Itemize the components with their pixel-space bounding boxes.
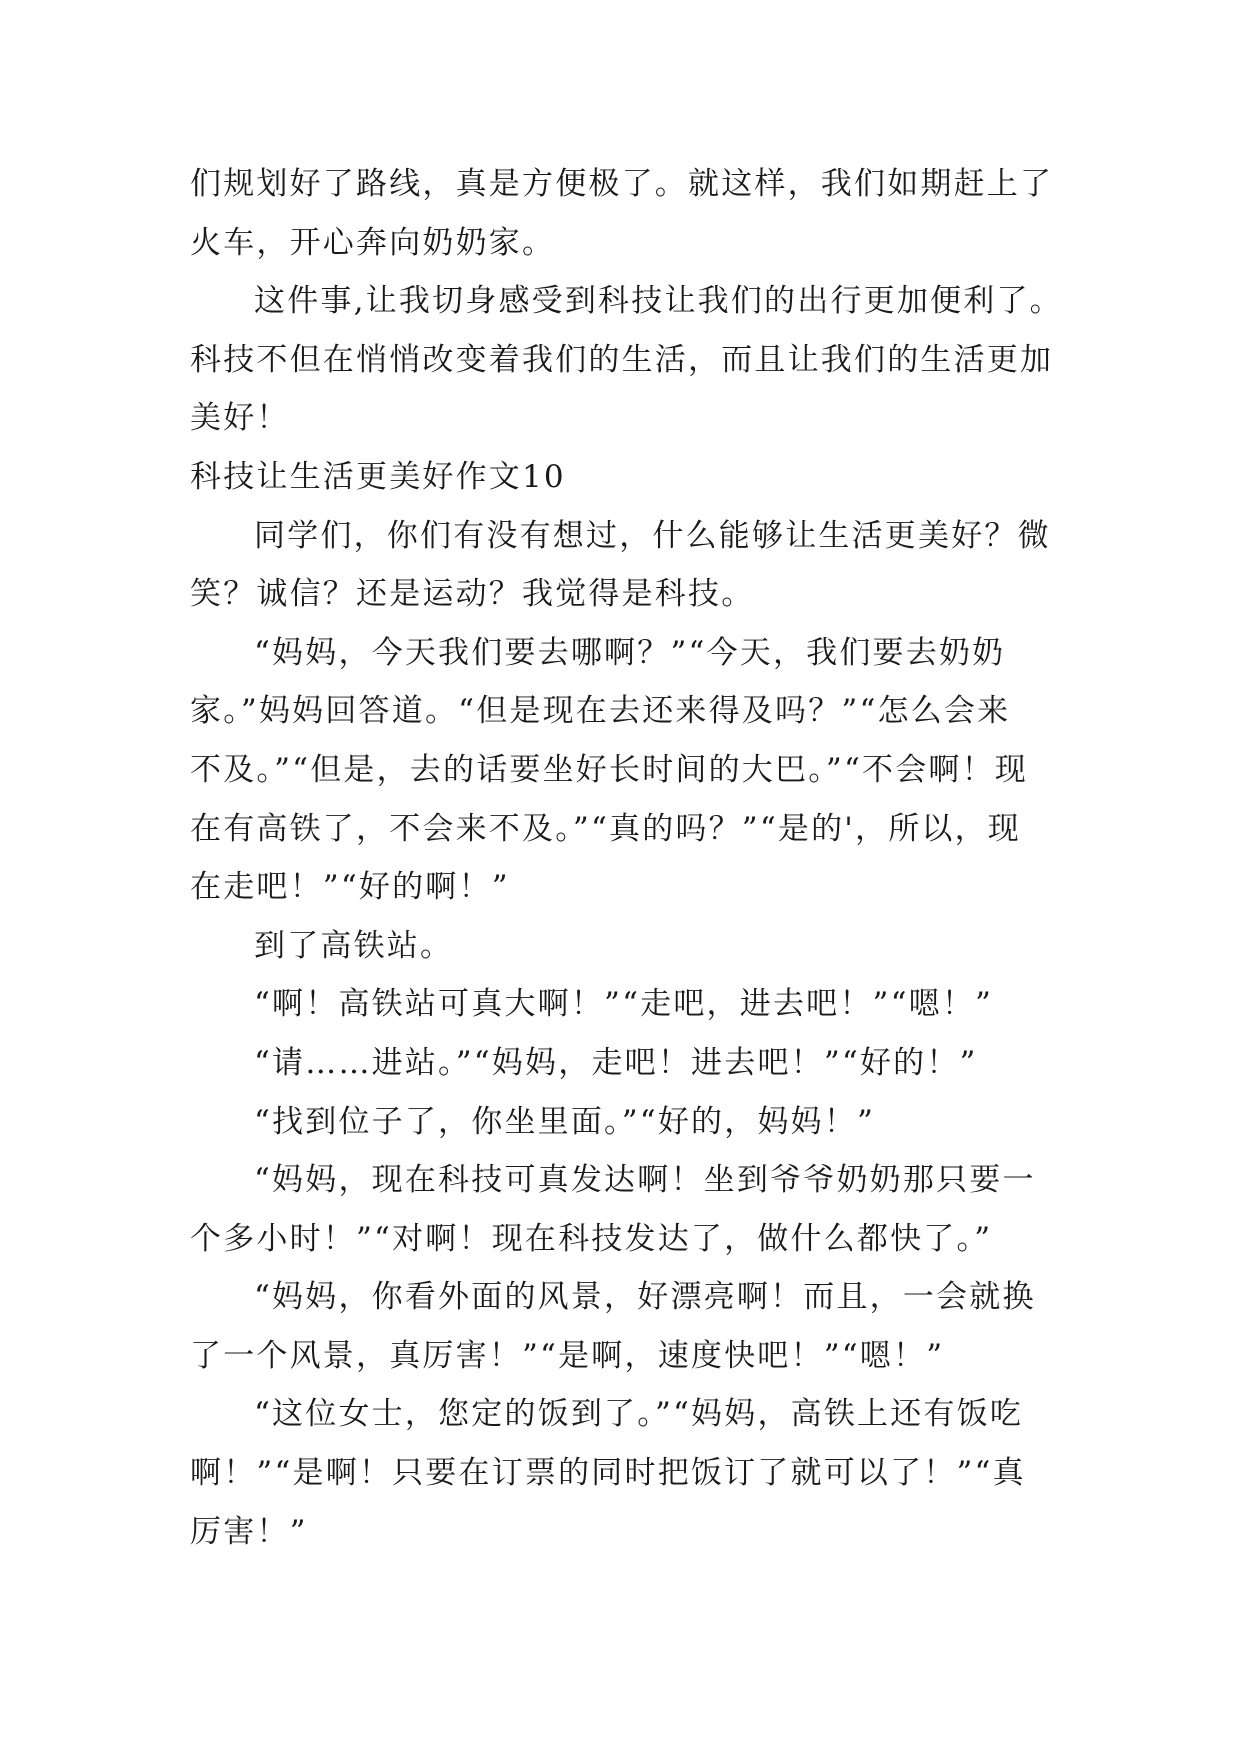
text-line: 家。”妈妈回答道。“但是现在去还来得及吗？”“怎么会来 xyxy=(190,693,1011,730)
text-line: 个多小时！”“对啊！现在科技发达了，做什么都快了。” xyxy=(190,1220,993,1257)
text-line: 科技不但在悄悄改变着我们的生活，而且让我们的生活更加 xyxy=(190,341,1054,378)
text-line: “妈妈，今天我们要去哪啊？”“今天，我们要去奶奶 xyxy=(254,634,1006,671)
text-line: 了一个风景，真厉害！”“是啊，速度快吧！”“嗯！” xyxy=(190,1337,945,1374)
text-line: 在有高铁了，不会来不及。”“真的吗？”“是的'，所以，现 xyxy=(190,810,1022,847)
text-line: 火车，开心奔向奶奶家。 xyxy=(190,224,556,261)
text-line: 到了高铁站。 xyxy=(254,927,454,964)
text-line: 在走吧！”“好的啊！” xyxy=(190,869,510,906)
text-line: “妈妈，你看外面的风景，好漂亮啊！而且，一会就换 xyxy=(254,1279,1036,1316)
text-line: 这件事,让我切身感受到科技让我们的出行更加便利了。 xyxy=(254,283,1063,320)
text-line: 厉害！” xyxy=(190,1513,308,1550)
text-line: 美好！ xyxy=(190,400,290,437)
text-line: 啊！”“是啊！只要在订票的同时把饭订了就可以了！”“真 xyxy=(190,1455,1026,1492)
text-line: “妈妈，现在科技可真发达啊！坐到爷爷奶奶那只要一 xyxy=(254,1162,1036,1199)
text-line: “这位女士，您定的饭到了。”“妈妈，高铁上还有饭吃 xyxy=(254,1396,1024,1433)
text-line: 笑？诚信？还是运动？我觉得是科技。 xyxy=(190,576,755,613)
text-line: 同学们，你们有没有想过，什么能够让生活更美好？微 xyxy=(254,517,1051,554)
text-line: 不及。”“但是，去的话要坐好长时间的大巴。”“不会啊！现 xyxy=(190,751,1028,788)
article-body xyxy=(190,155,1070,1561)
text-line: “找到位子了，你坐里面。”“好的，妈妈！” xyxy=(254,1103,876,1140)
text-line: “啊！高铁站可真大啊！”“走吧，进去吧！”“嗯！” xyxy=(254,986,994,1023)
text-line: “请……进站。”“妈妈，走吧！进去吧！”“好的！” xyxy=(254,1044,978,1081)
text-line: 们规划好了路线，真是方便极了。就这样，我们如期赶上了 xyxy=(190,166,1054,202)
section-heading: 科技让生活更美好作文10 xyxy=(190,458,566,495)
